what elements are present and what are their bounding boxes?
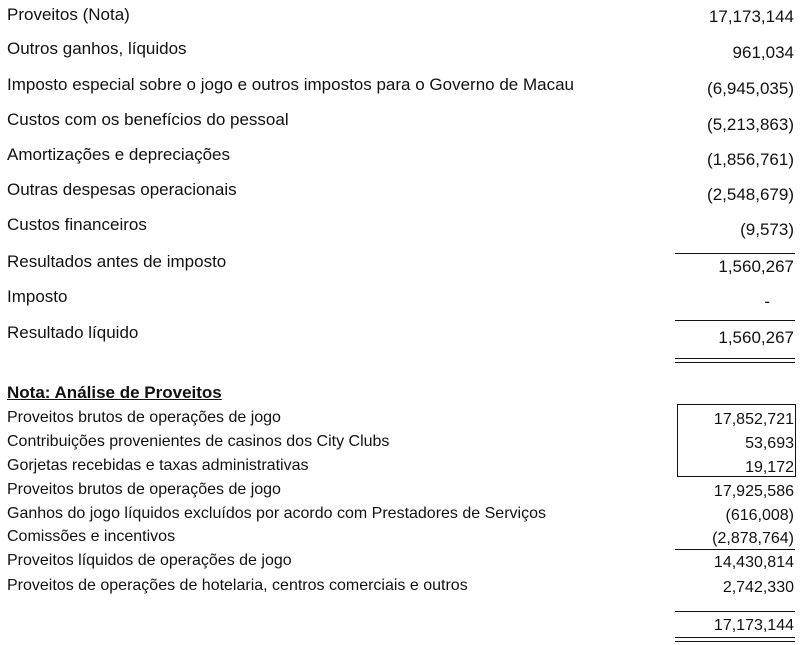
row-label: Gorjetas recebidas e taxas administrativas bbox=[7, 457, 309, 474]
row-value: 17,925,586 bbox=[713, 483, 794, 500]
note-row bbox=[0, 456, 802, 482]
note-total-rule bbox=[675, 611, 795, 612]
note-row bbox=[0, 432, 802, 458]
note-row bbox=[0, 551, 802, 577]
row-label: Custos com os benefícios do pessoal bbox=[7, 110, 289, 129]
row-label: Proveitos brutos de operações de jogo bbox=[7, 481, 281, 498]
row-value: 961,034 bbox=[732, 43, 794, 62]
row-value: 17,852,721 bbox=[713, 411, 794, 428]
row-label: Imposto especial sobre o jogo e outros impostos para o Governo de Macau bbox=[7, 75, 574, 94]
row-value: - bbox=[764, 292, 770, 311]
row-label: Resultado líquido bbox=[7, 323, 139, 342]
note-total-double-rule-bottom bbox=[675, 641, 795, 642]
row-label: Outros ganhos, líquidos bbox=[7, 39, 187, 58]
note-row bbox=[0, 576, 802, 602]
row-label: Resultados antes de imposto bbox=[7, 252, 227, 271]
row-value: (9,573) bbox=[740, 220, 794, 239]
row-label: Custos financeiros bbox=[7, 215, 147, 234]
statement-row bbox=[0, 74, 802, 100]
row-value: (2,878,764) bbox=[712, 530, 794, 547]
row-label: Imposto bbox=[7, 287, 68, 306]
note-total-value: 17,173,144 bbox=[713, 617, 794, 634]
row-value: (5,213,863) bbox=[707, 115, 794, 134]
row-value: 17,173,144 bbox=[708, 7, 794, 26]
row-value: (2,548,679) bbox=[707, 185, 794, 204]
row-value: (6,945,035) bbox=[707, 79, 794, 98]
row-label: Amortizações e depreciações bbox=[7, 145, 231, 164]
statement-row bbox=[0, 38, 802, 64]
row-label: Proveitos brutos de operações de jogo bbox=[7, 409, 281, 426]
note-total-double-rule-top bbox=[675, 637, 795, 638]
row-value: (616,008) bbox=[725, 507, 794, 524]
note-row bbox=[0, 480, 802, 506]
statement-row bbox=[0, 4, 802, 30]
statement-row bbox=[0, 109, 802, 135]
note-heading: Nota: Análise de Proveitos bbox=[7, 383, 222, 402]
statement-row bbox=[0, 144, 802, 170]
row-label: Proveitos de operações de hotelaria, centros comerciais e outros bbox=[7, 577, 468, 594]
row-label: Proveitos líquidos de operações de jogo bbox=[7, 552, 292, 569]
row-label: Proveitos (Nota) bbox=[7, 5, 130, 24]
row-value: 19,172 bbox=[745, 459, 794, 476]
row-value: 2,742,330 bbox=[722, 579, 794, 596]
row-value: 1,560,267 bbox=[718, 257, 794, 276]
total-double-rule-bottom bbox=[675, 362, 795, 363]
row-value: 1,560,267 bbox=[718, 328, 794, 347]
row-label: Outras despesas operacionais bbox=[7, 180, 237, 199]
note-row bbox=[0, 408, 802, 434]
statement-row bbox=[0, 286, 802, 312]
tax-rule bbox=[675, 320, 795, 321]
total-double-rule-top bbox=[675, 358, 795, 359]
statement-row bbox=[0, 322, 802, 348]
row-value: 53,693 bbox=[745, 435, 794, 452]
net-gaming-rule bbox=[675, 549, 795, 550]
row-value: 14,430,814 bbox=[713, 554, 794, 571]
statement-row bbox=[0, 251, 802, 277]
row-value: (1,856,761) bbox=[707, 150, 794, 169]
statement-row bbox=[0, 214, 802, 240]
statement-row bbox=[0, 179, 802, 205]
row-label: Ganhos do jogo líquidos excluídos por acordo com Prestadores de Serviços bbox=[7, 505, 546, 522]
row-label: Comissões e incentivos bbox=[7, 528, 176, 545]
row-label: Contribuições provenientes de casinos dos City Clubs bbox=[7, 433, 390, 450]
